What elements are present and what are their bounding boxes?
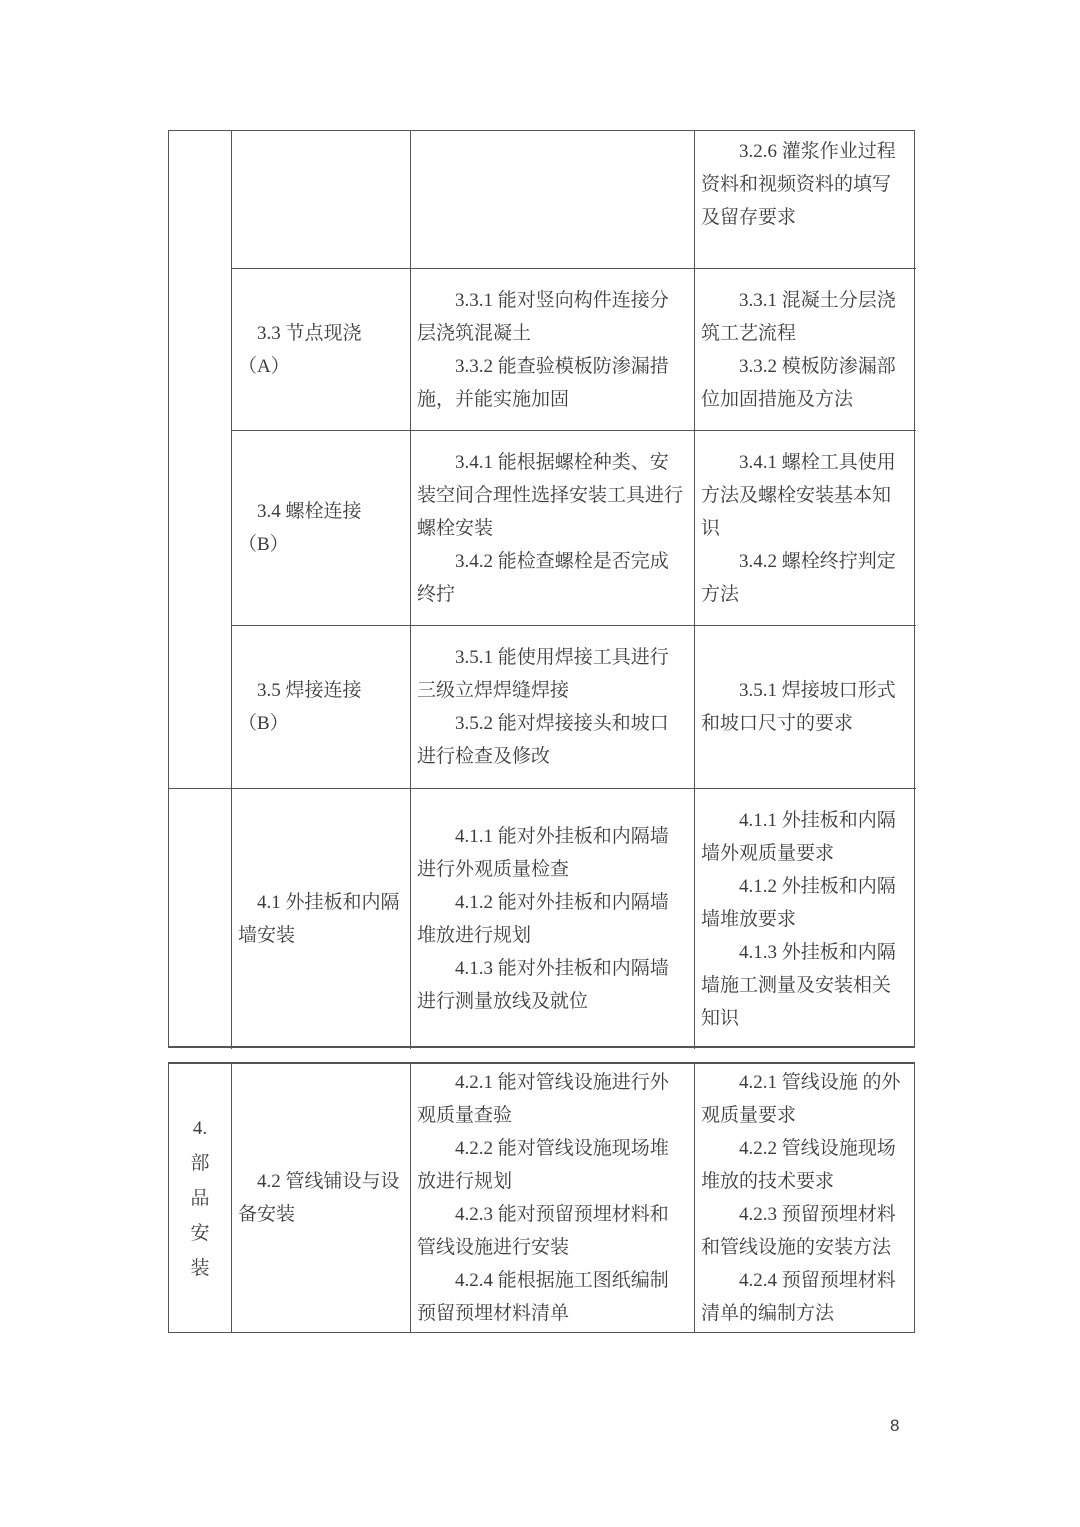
work-item-cell-4-1 [232,789,411,1049]
work-item-cell-3-3 [232,269,411,431]
table-text-line: 3.2.6 灌浆作业过程资料和视频资料的填写及留存要求 [701,141,896,228]
work-item-label: 3.5 焊接连接（B） [238,680,362,734]
table-text-line: 4.1.1 外挂板和内隔墙外观质量要求 [701,809,896,864]
table-text-line: 4.2.4 预留预埋材料清单的编制方法 [701,1270,896,1324]
table-text-line: 3.4.2 能检查螺栓是否完成终拧 [417,550,669,605]
table-text-line: 4.2.3 能对预留预埋材料和管线设施进行安装 [417,1204,669,1258]
work-item-cell-3-5 [232,626,411,789]
table-text-line: 3.3.2 能查验模板防渗漏措施，并能实施加固 [417,355,669,410]
work-item-cell-4-2 [232,1064,411,1332]
category-cell-4-parts-installation [169,1064,232,1332]
page-number: 8 [890,1416,900,1435]
table-text-line: 4.1.3 能对外挂板和内隔墙进行测量放线及就位 [417,958,669,1012]
standards-table-lower [168,1062,915,1333]
knowledge-cell-3-3 [695,269,916,431]
category-cell-continuation [169,131,232,789]
work-item-cell-continuation [232,131,411,269]
skills-cell-continuation [411,131,695,269]
table-text-line: 4.1.2 外挂板和内隔墙堆放要求 [701,875,896,930]
skills-cell-3-4 [411,431,695,626]
table-text-line: 3.3.1 混凝土分层浇筑工艺流程 [701,289,896,344]
work-item-label: 3.4 螺栓连接（B） [238,501,362,555]
knowledge-cell-3-5 [695,626,916,789]
table-text-line: 4.1.1 能对外挂板和内隔墙进行外观质量检查 [417,826,669,880]
knowledge-cell-4-1 [695,789,916,1049]
skills-cell-4-1 [411,789,695,1049]
knowledge-cell-3-4 [695,431,916,626]
table-text-line: 4.2.2 管线设施现场堆放的技术要求 [701,1138,896,1192]
table-text-line: 4.2.1 管线设施 的外观质量要求 [701,1072,901,1126]
table-text-line: 4.1.3 外挂板和内隔墙施工测量及安装相关知识 [701,941,896,1029]
skills-cell-3-3 [411,269,695,431]
table-text-line: 4.2.1 能对管线设施进行外观质量查验 [417,1072,669,1126]
table-text-line: 4. [192,1117,208,1139]
table-text-line: 3.5.1 焊接坡口形式和坡口尺寸的要求 [701,680,896,734]
table-text-line: 品 [190,1187,210,1209]
work-item-label: 4.2 管线铺设与设备安装 [238,1171,400,1225]
work-item-cell-3-4 [232,431,411,626]
table-text-line: 安 [190,1222,210,1244]
skills-cell-3-5 [411,626,695,789]
standards-table-upper [168,130,915,1048]
table-text-line: 3.5.1 能使用焊接工具进行三级立焊焊缝焊接 [417,647,669,701]
category-cell-4-upper [169,789,232,1049]
table-text-line: 装 [190,1257,210,1279]
table-text-line: 3.4.1 能根据螺栓种类、安装空间合理性选择安装工具进行螺栓安装 [417,451,684,539]
table-text-line: 4.2.3 预留预埋材料和管线设施的安装方法 [701,1204,896,1258]
work-item-label: 4.1 外挂板和内隔墙安装 [238,892,400,946]
table-text-line: 4.2.4 能根据施工图纸编制预留预埋材料清单 [417,1270,669,1324]
table-text-line: 3.4.1 螺栓工具使用方法及螺栓安装基本知识 [701,451,896,539]
table-text-line: 4.2.2 能对管线设施现场堆放进行规划 [417,1138,669,1192]
knowledge-cell-3-2-6 [695,131,916,269]
table-text-line: 4.1.2 能对外挂板和内隔墙堆放进行规划 [417,892,669,946]
table-text-line: 3.3.1 能对竖向构件连接分层浇筑混凝土 [417,289,669,344]
table-text-line: 部 [190,1152,210,1174]
knowledge-cell-4-2 [695,1064,916,1332]
table-text-line: 3.3.2 模板防渗漏部位加固措施及方法 [701,355,896,410]
skills-cell-4-2 [411,1064,695,1332]
table-text-line: 3.4.2 螺栓终拧判定方法 [701,550,896,605]
table-text-line: 3.5.2 能对焊接接头和坡口进行检查及修改 [417,713,669,767]
work-item-label: 3.3 节点现浇（A） [238,322,362,377]
